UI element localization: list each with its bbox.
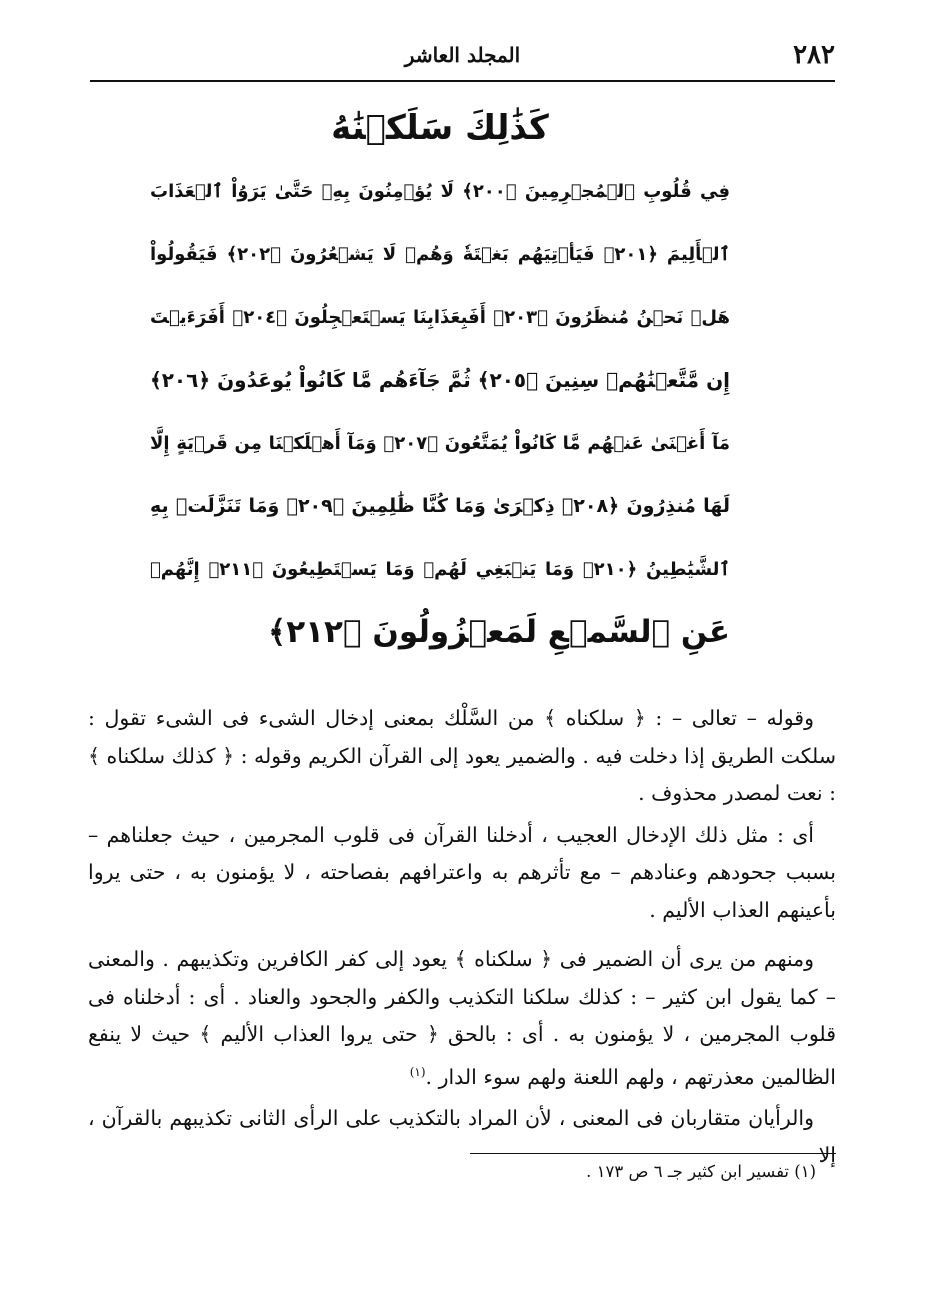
commentary-paragraph: وقوله – تعالى – : ﴿ سلكناه ﴾ من السَّلْك بمعنى إدخال الشىء فى الشىء تقول : سلكت الطريق إذا دخلت فيه . والضمير يعود إلى القرآن الكريم وقوله : ﴿ كذلك سلكناه ﴾ : نعت لمصدر محذوف . <box>88 706 836 805</box>
header-divider <box>90 80 835 82</box>
verse-line: فِي قُلُوبِ ٱلۡمُجۡرِمِينَ ﴿٢٠٠﴾ لَا يُؤۡمِنُونَ بِهِۦ حَتَّىٰ يَرَوُاْ ٱلۡعَذَابَ <box>150 181 730 202</box>
verse-line: مَآ أَغۡنَىٰ عَنۡهُم مَّا كَانُواْ يُمَتَّعُونَ ﴿٢٠٧﴾ وَمَآ أَهۡلَكۡنَا مِن قَرۡيَةٍ إِلَّا <box>150 433 730 454</box>
verse-line: لَهَا مُنذِرُونَ ﴿٢٠٨﴾ ذِكۡرَىٰ وَمَا كُنَّا ظَٰلِمِينَ ﴿٢٠٩﴾ وَمَا تَنَزَّلَتۡ بِهِ <box>150 495 730 517</box>
verse-heading: كَذَٰلِكَ سَلَكۡنَٰهُ <box>331 108 549 148</box>
paragraph-text: ومنهم من يرى أن الضمير فى ﴿ سلكناه ﴾ يعود إلى كفر الكافرين وتكذيبهم . والمعنى – كما يقول ابن كثير – : كذلك سلكنا التكذيب والكفر والجحود والعناد . أى : أدخلناه فى قلوب المجرمين ، لا يؤمنون به . أى : بالحق ﴿ حتى يروا العذاب الأليم ﴾ حيث لا ينفع الظالمين معذرتهم ، ولهم اللعنة ولهم سوء الدار . <box>88 947 836 1089</box>
commentary-body <box>88 700 836 1179</box>
verse-line: هَلۡ نَحۡنُ مُنظَرُونَ ﴿٢٠٣﴾ أَفَبِعَذَابِنَا يَسۡتَعۡجِلُونَ ﴿٢٠٤﴾ أَفَرَءَيۡتَ <box>150 307 730 328</box>
verse-line: ٱلۡأَلِيمَ ﴿٢٠١﴾ فَيَأۡتِيَهُم بَغۡتَةٗ وَهُمۡ لَا يَشۡعُرُونَ ﴿٢٠٢﴾ فَيَقُولُواْ <box>150 244 730 265</box>
footnote: (١) تفسير ابن كثير جـ ٦ ص ١٧٣ . <box>586 1162 816 1181</box>
page-number: ٢٨٢ <box>793 40 835 70</box>
verse-line: ٱلشَّيَٰطِينُ ﴿٢١٠﴾ وَمَا يَنۢبَغِي لَهُمۡ وَمَا يَسۡتَطِيعُونَ ﴿٢١١﴾ إِنَّهُمۡ <box>150 559 730 580</box>
verse-line: إِن مَّتَّعۡنَٰهُمۡ سِنِينَ ﴿٢٠٥﴾ ثُمَّ جَآءَهُم مَّا كَانُواْ يُوعَدُونَ ﴿٢٠٦﴾ <box>150 368 730 392</box>
commentary-paragraph: والرأيان متقاربان فى المعنى ، لأن المراد بالتكذيب على الرأى الثانى تكذيبهم بالقرآن ، إلا <box>88 1105 836 1168</box>
quran-verses-block <box>150 100 730 664</box>
page-header <box>90 38 835 82</box>
verse-line: عَنِ ٱلسَّمۡعِ لَمَعۡزُولُونَ ﴿٢١٢﴾ <box>268 614 730 650</box>
commentary-paragraph: أى : مثل ذلك الإدخال العجيب ، أدخلنا القرآن فى قلوب المجرمين ، حيث جعلناهم – بسبب جحودهم وعنادهم – مع تأثرهم به واعترافهم بفصاحته ، لا يؤمنون به ، حتى يروا بأعينهم العذاب الأليم . <box>88 822 836 922</box>
footnote-divider <box>470 1153 836 1154</box>
commentary-paragraph <box>88 941 836 1096</box>
footnote-reference: (١) <box>409 1064 426 1079</box>
running-title: المجلد العاشر <box>404 43 521 67</box>
